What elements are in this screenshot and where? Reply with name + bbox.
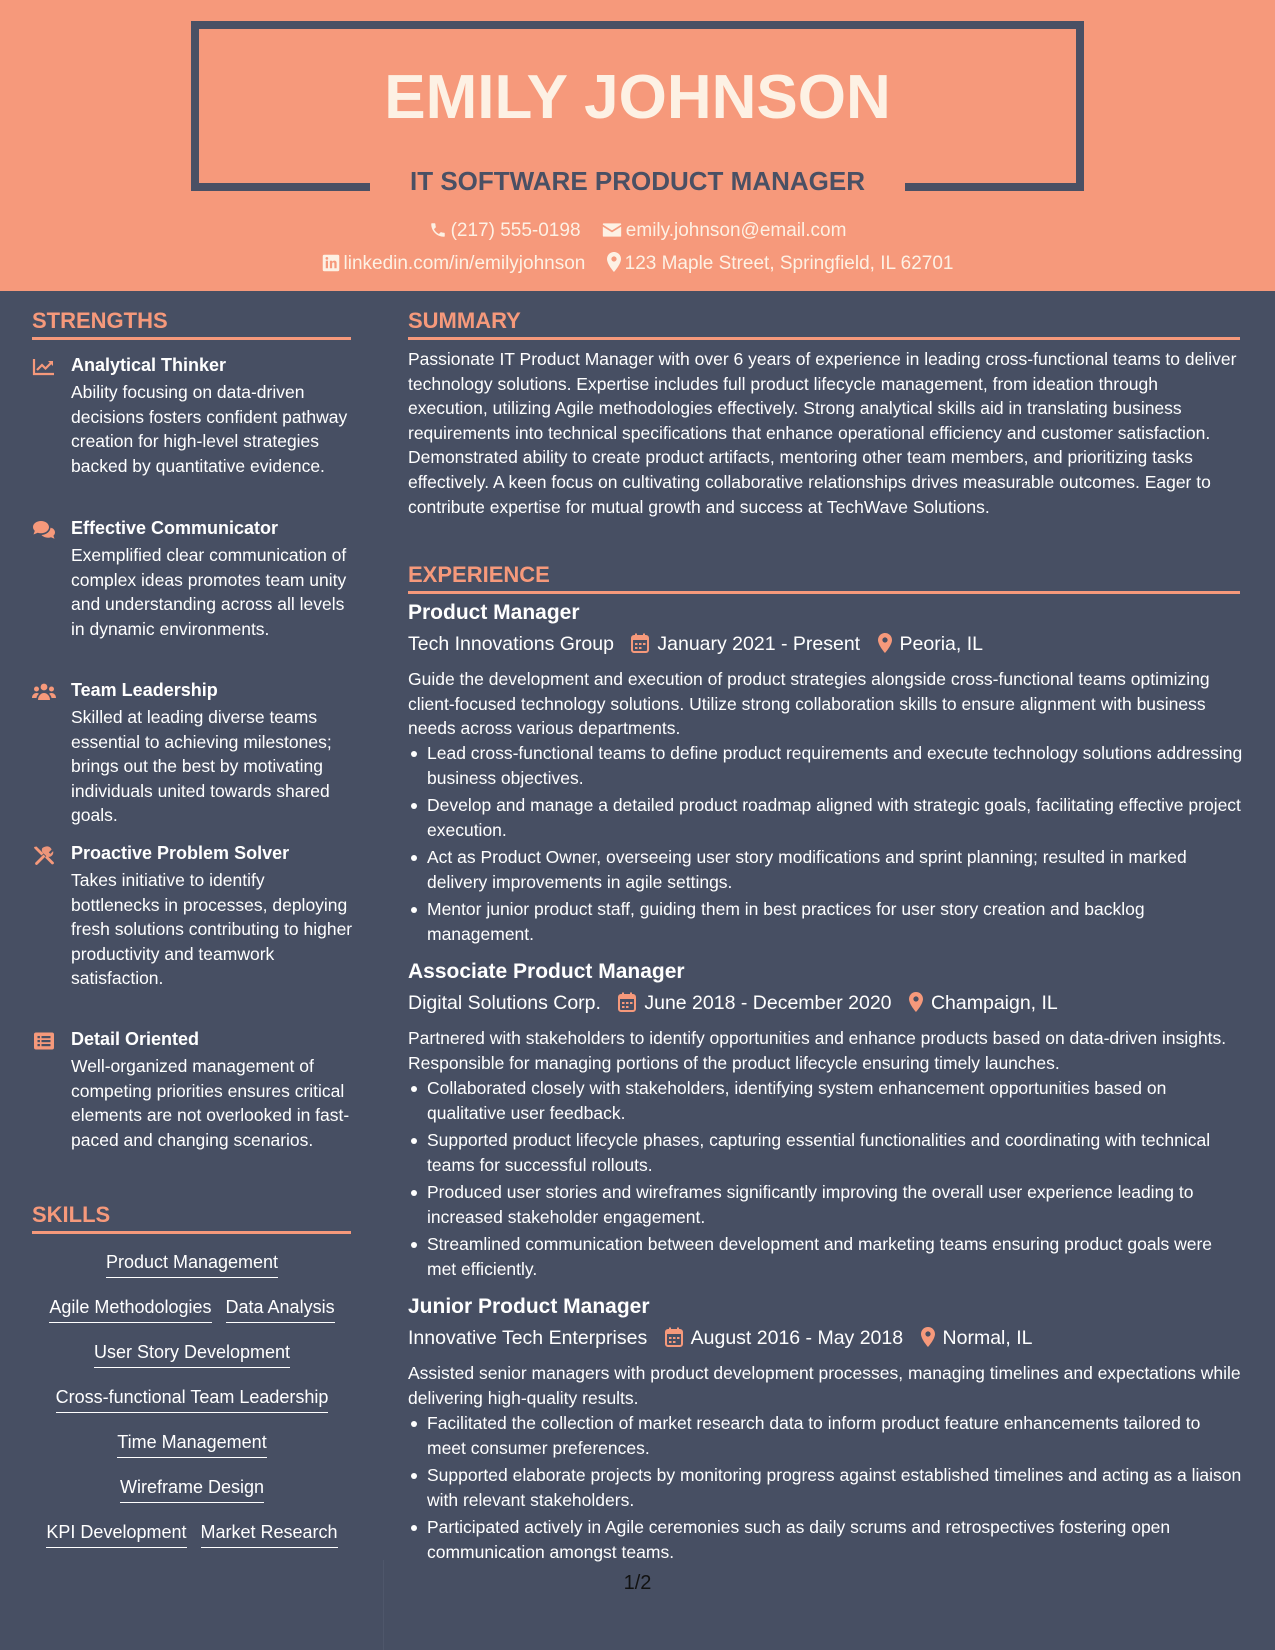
strength-item [32, 680, 352, 830]
job-bullets [408, 741, 1243, 949]
job-bullets [408, 1411, 1243, 1567]
map-marker-icon [878, 633, 892, 653]
job-description: Guide the development and execution of product strategies alongside cross-functional teams optimizing client-focused technology solutions. Utilize strong collaboration skills to ensure alignment with business needs across various departments. [408, 669, 1210, 738]
phone-text: (217) 555-0198 [450, 220, 581, 241]
strength-desc: Well-organized management of competing priorities ensures critical elements are not overlooked in fast-paced and changing scenarios. [71, 1056, 350, 1150]
tools-icon [32, 845, 56, 865]
skill-tag: Product Management [106, 1252, 278, 1278]
skill-tag: Time Management [117, 1432, 266, 1458]
skill-tag: Wireframe Design [120, 1477, 264, 1503]
linkedin-icon [322, 254, 340, 272]
bullet-item: Facilitated the collection of market research data to inform product feature enhancements tailored to meet consumer preferences. [408, 1411, 1243, 1460]
skill-tag: User Story Development [94, 1342, 290, 1368]
skill-row [32, 1477, 352, 1503]
job-meta [408, 633, 983, 656]
strength-item [32, 355, 352, 505]
address [607, 252, 954, 275]
skill-tag: Data Analysis [226, 1297, 335, 1323]
strength-title: Detail Oriented [71, 1029, 200, 1049]
bullet-item: Produced user stories and wireframes significantly improving the overall user experience leading to increased stakeholder engagement. [408, 1180, 1243, 1229]
skill-tag: KPI Development [46, 1522, 186, 1548]
job-dates: August 2016 - May 2018 [690, 1327, 904, 1349]
map-marker-icon [909, 992, 923, 1012]
strength-title: Analytical Thinker [71, 355, 227, 375]
skill-row [32, 1432, 352, 1458]
skill-row [32, 1387, 352, 1413]
list-icon [32, 1031, 56, 1051]
strength-title: Team Leadership [71, 680, 218, 700]
skill-row [32, 1522, 352, 1548]
map-marker-icon [921, 1327, 935, 1347]
strength-item [32, 1029, 352, 1179]
bullet-item: Participated actively in Agile ceremonies such as daily scrums and retrospectives fostering open communication amongst teams. [408, 1515, 1243, 1564]
experience-heading: EXPERIENCE [408, 562, 550, 587]
bullet-item: Supported elaborate projects by monitoring progress against established timelines and acting as a liaison with relevant stakeholders. [408, 1463, 1243, 1512]
summary-heading: SUMMARY [408, 308, 521, 333]
strength-desc: Skilled at leading diverse teams essential to achieving milestones; brings out the best by motivating individuals united towards shared goals. [71, 707, 332, 825]
job-dates: January 2021 - Present [657, 633, 861, 655]
linkedin[interactable] [322, 253, 586, 275]
job-meta [408, 1327, 1032, 1350]
job-company: Innovative Tech Enterprises [408, 1327, 648, 1349]
job-location: Normal, IL [942, 1327, 1033, 1349]
calendar-icon [631, 633, 649, 653]
strength-item [32, 843, 352, 993]
job-title: Junior Product Manager [408, 1295, 650, 1318]
bullet-item: Supported product lifecycle phases, capturing essential functionalities and coordinating with technical teams for successful rollouts. [408, 1128, 1243, 1177]
summary-text: Passionate IT Product Manager with over 6 years of experience in leading cross-functional teams to deliver technology solutions. Expertise includes full product lifecycle management, from ideation through execution, utilizing Agile methodologies effectively. Strong analytical skills aid in translating business requirements into technical specifications that enhance operational efficiency and customer satisfaction. Demonstrated ability to create product artifacts, mentoring other team members, and prioritizing tasks effectively. A keen focus on cultivating collaborative relationships drives measurable outcomes. Eager to contribute expertise for mutual growth and success at TechWave Solutions. [408, 349, 1237, 517]
skill-row [32, 1342, 352, 1368]
job-title: Associate Product Manager [408, 960, 685, 983]
bullet-item: Streamlined communication between development and marketing teams ensuring product goals were met efficiently. [408, 1232, 1243, 1281]
job-description: Assisted senior managers with product development processes, managing timelines and expectations while delivering high-quality results. [408, 1363, 1241, 1408]
strengths-heading: STRENGTHS [32, 308, 168, 333]
candidate-name: EMILY JOHNSON [384, 63, 891, 132]
envelope-icon [602, 221, 622, 239]
job-description: Partnered with stakeholders to identify opportunities and enhance products based on data-driven insights. Responsible for managing portions of the product lifecycle ensuring timely launches. [408, 1028, 1227, 1073]
job-location: Champaign, IL [930, 992, 1058, 1014]
bullet-item: Collaborated closely with stakeholders, identifying system enhancement opportunities based on qualitative user feedback. [408, 1076, 1243, 1125]
strength-title: Proactive Problem Solver [71, 843, 290, 863]
linkedin-text: linkedin.com/in/emilyjohnson [343, 253, 586, 274]
page-number: 1/2 [623, 1572, 652, 1594]
users-icon [32, 682, 56, 702]
bullet-item: Lead cross-functional teams to define product requirements and execute technology solutions addressing business objectives. [408, 741, 1243, 790]
bullet-item: Act as Product Owner, overseeing user story modifications and sprint planning; resulted in marked delivery improvements in agile settings. [408, 845, 1243, 894]
map-marker-icon [607, 252, 621, 272]
skill-row [32, 1297, 352, 1323]
address-text: 123 Maple Street, Springfield, IL 62701 [624, 253, 954, 274]
bullet-item: Develop and manage a detailed product roadmap aligned with strategic goals, facilitating effective project execution. [408, 793, 1243, 842]
skill-tag: Agile Methodologies [49, 1297, 211, 1323]
phone[interactable] [429, 220, 581, 242]
header-band [0, 0, 1275, 291]
summary-rule [408, 337, 1240, 340]
strengths-rule [32, 337, 351, 340]
job-location: Peoria, IL [899, 633, 983, 655]
job-company: Tech Innovations Group [408, 633, 614, 655]
job-title: Product Manager [408, 601, 580, 624]
strength-desc: Takes initiative to identify bottlenecks in processes, deploying fresh solutions contributing to higher productivity and teamwork satisfaction. [71, 870, 353, 988]
email[interactable] [602, 220, 847, 242]
job-dates: June 2018 - December 2020 [644, 992, 892, 1014]
candidate-title: IT SOFTWARE PRODUCT MANAGER [410, 166, 865, 196]
contact-row-1 [0, 220, 1275, 242]
strength-desc: Exemplified clear communication of complex ideas promotes team unity and understanding across all levels in dynamic environments. [71, 545, 347, 639]
job-meta [408, 992, 1058, 1015]
phone-icon [429, 221, 447, 239]
comments-icon [32, 520, 56, 540]
strength-item [32, 518, 352, 668]
calendar-icon [618, 992, 636, 1012]
strength-title: Effective Communicator [71, 518, 279, 538]
skills-heading: SKILLS [32, 1202, 111, 1227]
contact-row-2 [0, 252, 1275, 275]
calendar-icon [665, 1327, 683, 1347]
email-text: emily.johnson@email.com [625, 220, 847, 241]
skill-tag: Market Research [201, 1522, 338, 1548]
skill-tag: Cross-functional Team Leadership [56, 1387, 329, 1413]
job-bullets [408, 1076, 1243, 1284]
chart-line-icon [32, 357, 56, 377]
skill-row [32, 1252, 352, 1278]
experience-rule [408, 591, 1240, 594]
strength-desc: Ability focusing on data-driven decisions fosters confident pathway creation for high-level strategies backed by quantitative evidence. [71, 382, 348, 476]
skills-rule [32, 1231, 351, 1234]
bullet-item: Mentor junior product staff, guiding them in best practices for user story creation and backlog management. [408, 897, 1243, 946]
job-company: Digital Solutions Corp. [408, 992, 601, 1014]
